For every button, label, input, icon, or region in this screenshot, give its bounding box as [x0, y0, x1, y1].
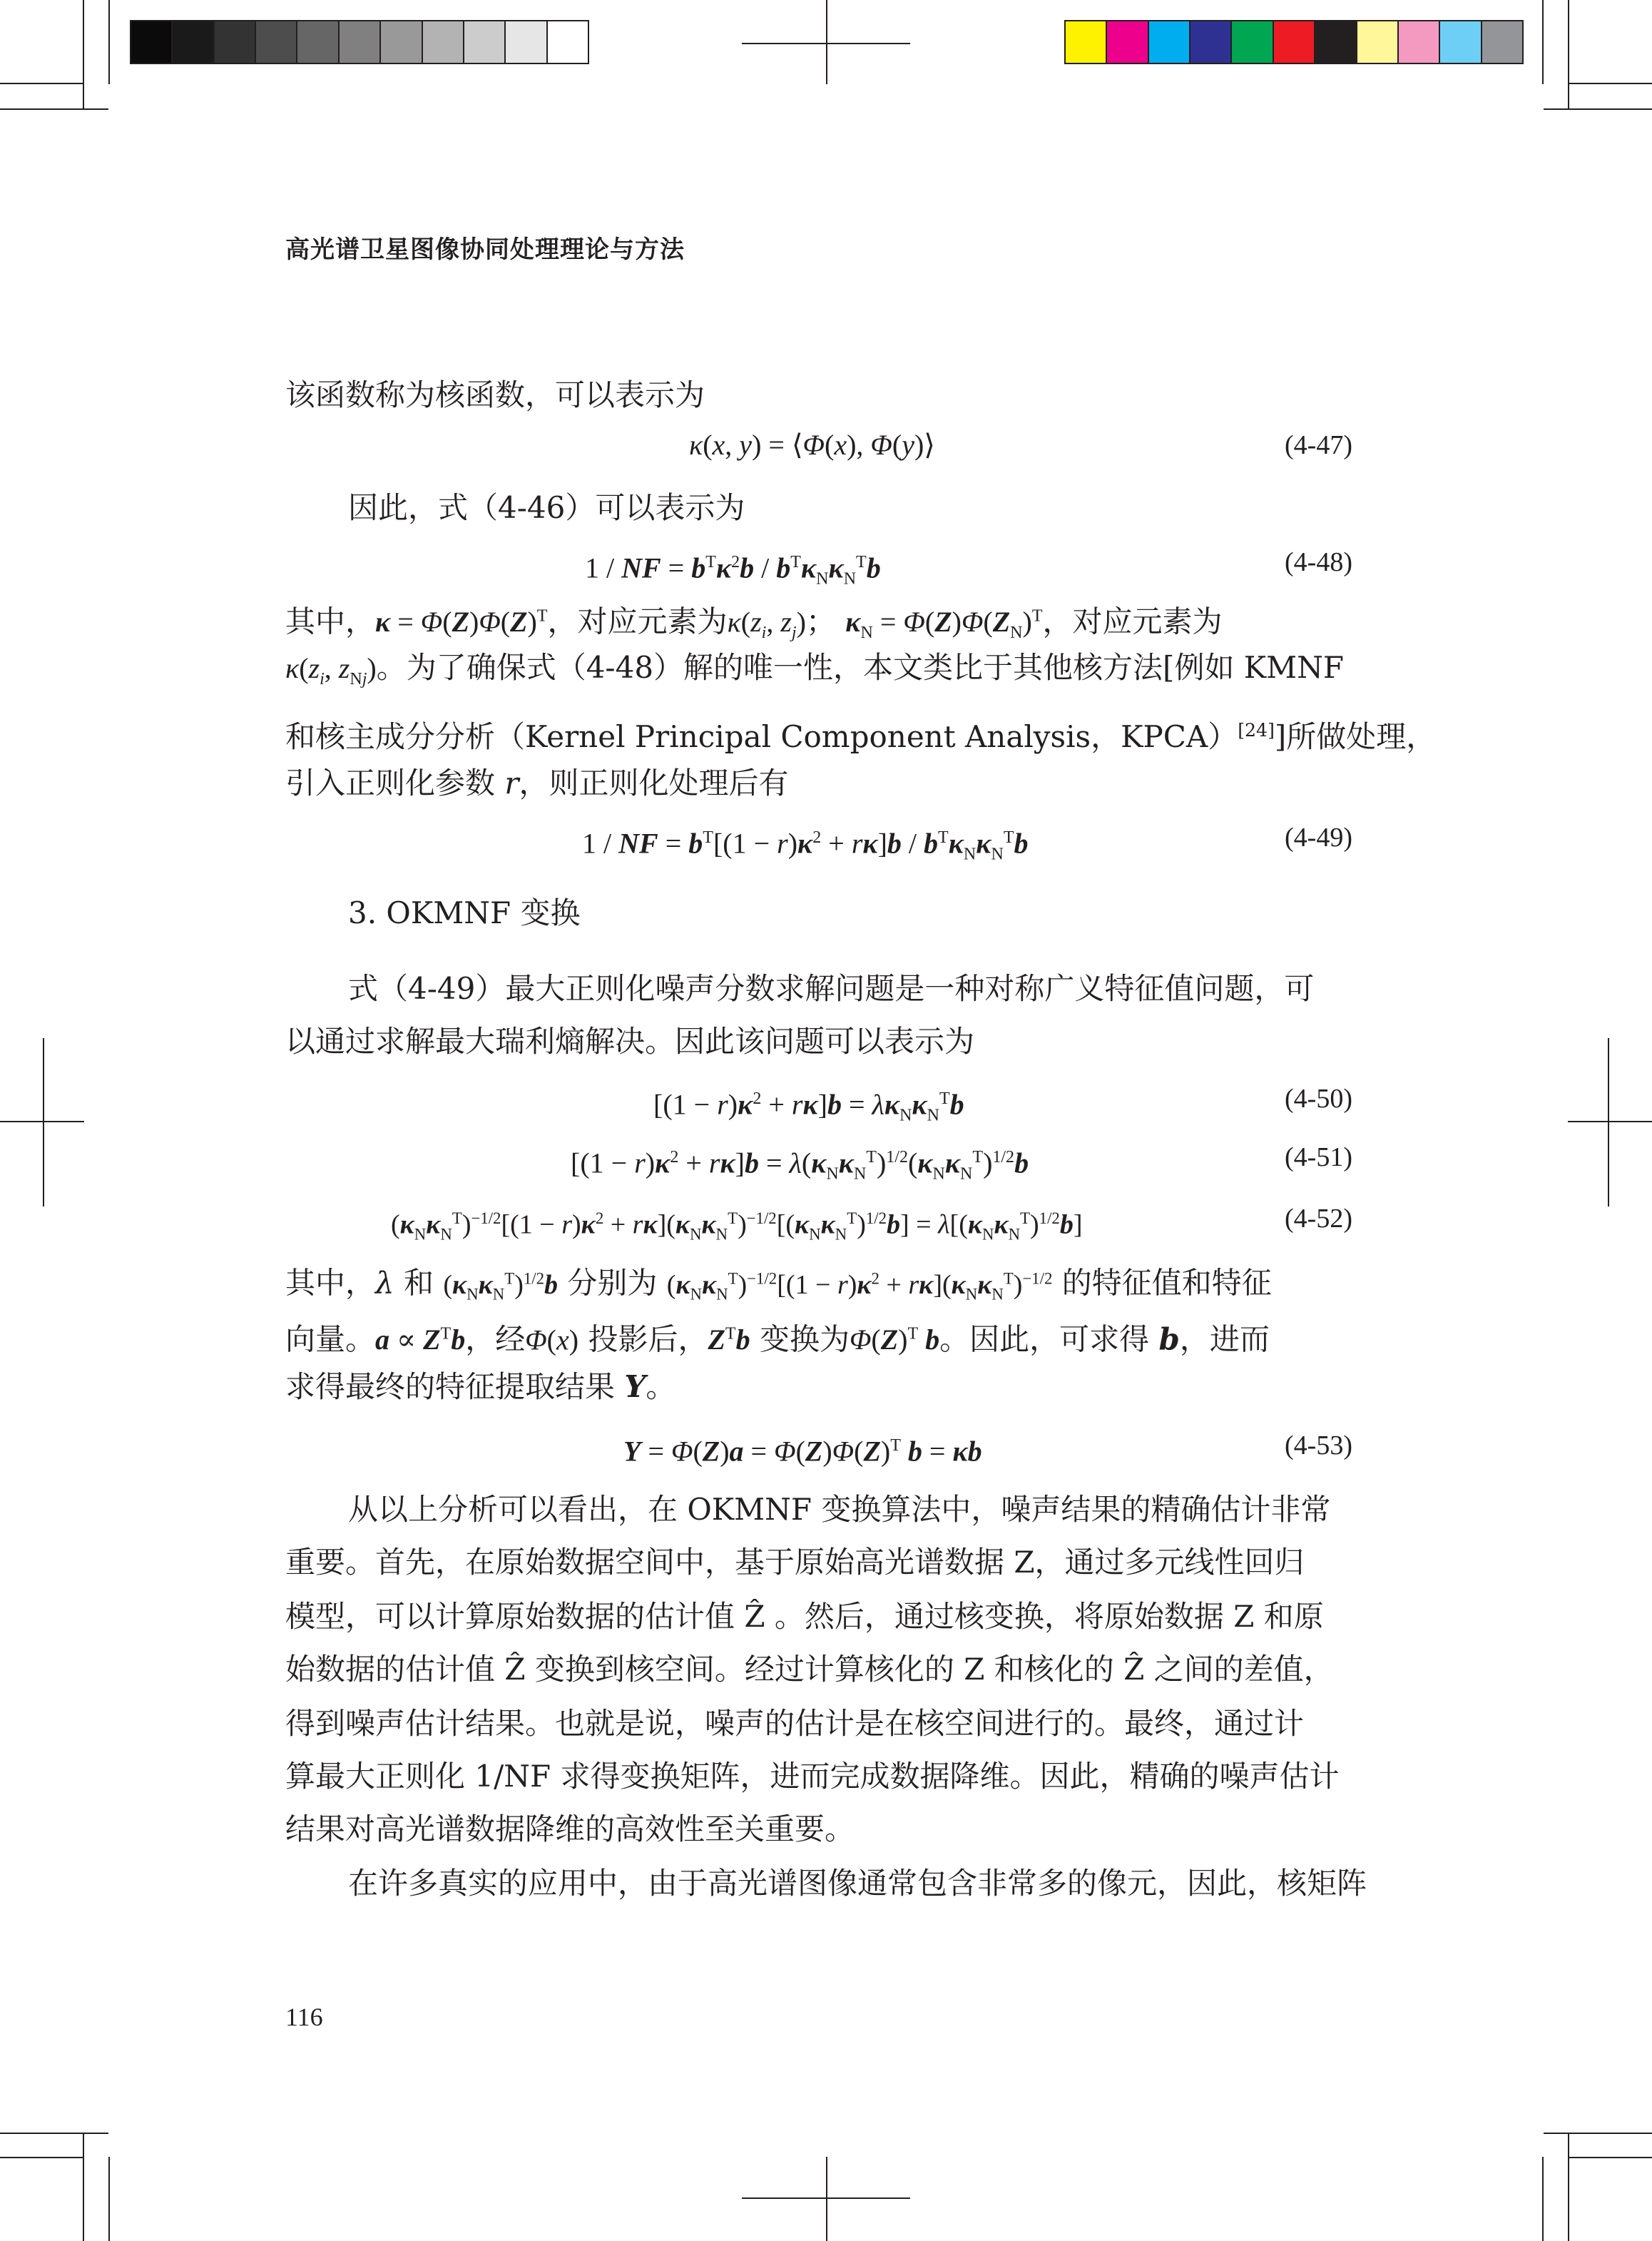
equation-number: (4-53)	[1285, 1431, 1352, 1460]
color-swatch	[1230, 21, 1272, 63]
crop-mark-top-center-v	[826, 0, 827, 84]
crop-mark-tr-h2	[1544, 108, 1652, 110]
crop-mark-bl-h2	[0, 2133, 108, 2134]
color-swatch	[1148, 21, 1189, 63]
equation-4-48: 1 / NF = $b^T\kappa^2b / b^T\kappa_N\kappa_N^Tb$	[585, 552, 881, 589]
equation-number: (4-48)	[1285, 547, 1352, 577]
gray-swatch	[296, 21, 337, 63]
text-fragment: 引入正则化参数	[285, 766, 505, 801]
equation-4-53: $Y = \Phi(Z)a = \Phi(Z)\Phi(Z)^T$ b = κb	[623, 1435, 982, 1468]
text-fragment: 求得最终的特征提取结果	[285, 1369, 616, 1404]
text-fragment: 变换为	[759, 1321, 850, 1357]
text-fragment: 。因此，可求得	[939, 1321, 1150, 1357]
text-line: 重要。首先，在原始数据空间中，基于原始高光谱数据 Z，通过多元线性回归	[285, 1545, 1305, 1580]
crop-mark-br-h2	[1544, 2133, 1652, 2134]
text-fragment: 。为了确保式（4-48）解的唯一性，本文类比于其他核方法[例如 KMNF	[376, 650, 1345, 685]
crop-mark-right-mid-h	[1568, 1121, 1652, 1122]
crop-mark-bottom-center-h	[742, 2197, 910, 2199]
crop-mark-tr-h	[1568, 83, 1652, 84]
color-swatch	[1189, 21, 1230, 63]
text-fragment: ，则正则化处理后有	[519, 766, 789, 801]
crop-mark-br-h	[1568, 2157, 1652, 2158]
text-line: 其中，$\kappa = \Phi(Z)\Phi(Z)^T$，对应元素为$\kappa(z_i$, $z_j$)； $\kappa_N = \Phi(Z)\Phi(Z_N)^T$，对应元素为	[285, 604, 1223, 643]
equation-4-49: 1 / NF = $b^T[(1 - r)\kappa^2 + r\kappa]b / b^T\kappa_N\kappa_N^Tb$	[582, 827, 1029, 864]
text-line: 从以上分析可以看出，在 OKMNF 变换算法中，噪声结果的精确估计非常	[348, 1492, 1331, 1527]
text-line: 其中，λ 和 $(\kappa_N\kappa_N^T)^{1/2}b$ 分别为 $(\kappa_N\kappa_N^T)^{-1/2}[(1 - r)\kappa^2 + r\kappa](\kappa_N\kappa_N^T)^{-1/2}$ 的特征值和特征	[285, 1265, 1272, 1304]
gray-swatch	[171, 21, 213, 63]
color-swatch	[1066, 21, 1106, 63]
equation-4-50: $[(1 - r)\kappa^2 + r\kappa]b = \lambda\kappa_N\kappa_N^Tb$	[653, 1088, 964, 1125]
crop-mark-tl-h2	[0, 108, 108, 110]
text-fragment: ]所做处理，	[1274, 719, 1437, 754]
text-fragment: 和核主成分分析（Kernel Principal Component Analysis，KPCA）	[285, 719, 1238, 754]
text-fragment: 的特征值和特征	[1061, 1265, 1272, 1301]
gray-swatch	[338, 21, 379, 63]
gray-swatch	[422, 21, 463, 63]
text-line: 该函数称为核函数，可以表示为	[285, 377, 705, 412]
text-line: 在许多真实的应用中，由于高光谱图像通常包含非常多的像元，因此，核矩阵	[348, 1866, 1367, 1901]
citation-ref: [24]	[1238, 720, 1275, 741]
gray-swatch	[463, 21, 504, 63]
gray-swatch	[131, 21, 171, 63]
text-fragment: 其中，	[285, 1265, 376, 1301]
page-number: 116	[285, 2003, 323, 2031]
equation-number: (4-52)	[1285, 1204, 1352, 1234]
text-line: 式（4-49）最大正则化噪声分数求解问题是一种对称广义特征值问题，可	[348, 971, 1315, 1006]
crop-mark-top-center-h	[742, 43, 910, 44]
crop-mark-br-v	[1542, 2157, 1544, 2241]
gray-swatch	[546, 21, 588, 63]
text-line: 向量。$a \propto Z^Tb$，经Φ(x) 投影后，$Z^Tb$ 变换为$\Phi(Z)^T$ b。因此，可求得 b，进而	[285, 1321, 1270, 1357]
color-swatch	[1273, 21, 1314, 63]
crop-mark-bottom-center-v	[826, 2157, 827, 2241]
color-swatch	[1397, 21, 1439, 63]
text-line: 模型，可以计算原始数据的估计值 Ẑ 。然后，通过核变换，将原始数据 Z 和原	[285, 1599, 1324, 1634]
text-line: $\kappa(z_i$, $z_{Nj}$)。为了确保式（4-48）解的唯一性，本文类比于其他核方法[例如 KMNF	[285, 650, 1345, 688]
running-header: 高光谱卫星图像协同处理理论与方法	[285, 235, 685, 264]
section-heading: 3. OKMNF 变换	[348, 895, 581, 930]
color-swatch	[1314, 21, 1355, 63]
text-fragment: 其中，	[285, 604, 376, 639]
text-fragment: ，对应元素为	[547, 604, 728, 639]
text-line	[285, 713, 1437, 754]
text-line: 算最大正则化 1/NF 求得变换矩阵，进而完成数据降维。因此，精确的噪声估计	[285, 1759, 1340, 1794]
equation-4-52: $(\kappa_N\kappa_N^T)^{-1/2}[(1 - r)\kappa^2 + r\kappa](\kappa_N\kappa_N^T)^{-1/2}[(\kappa_N\kappa_N^T)^{1/2}b] = \lambda[(\kappa_N\kappa_N^T)^{1/2}b]$	[391, 1209, 1083, 1244]
crop-mark-bl-v	[108, 2157, 110, 2241]
text-line	[285, 766, 1352, 801]
text-line: 求得最终的特征提取结果 Y。	[285, 1369, 676, 1404]
process-color-bar	[1064, 20, 1524, 64]
crop-mark-tl-v2	[83, 0, 84, 108]
crop-mark-left-mid-v	[43, 1038, 44, 1206]
crop-mark-right-mid-v	[1608, 1038, 1609, 1206]
color-swatch	[1106, 21, 1147, 63]
text-fragment: ，进而	[1179, 1321, 1270, 1357]
equation-4-51: $[(1 - r)\kappa^2 + r\kappa]b = \lambda(\kappa_N\kappa_N^T)^{1/2}(\kappa_N\kappa_N^T)^{1/2}b$	[571, 1147, 1029, 1184]
crop-mark-br-v2	[1568, 2133, 1569, 2241]
text-line: 以通过求解最大瑞利熵解决。因此该问题可以表示为	[285, 1024, 975, 1059]
crop-mark-bl-v2	[83, 2133, 84, 2241]
equation-number: (4-47)	[1285, 430, 1352, 460]
math-symbol: r	[504, 766, 519, 801]
crop-mark-tr-v2	[1568, 0, 1569, 108]
color-swatch	[1356, 21, 1397, 63]
text-line: 结果对高光谱数据降维的高效性至关重要。	[285, 1811, 855, 1846]
text-fragment: 。	[646, 1369, 676, 1404]
text-fragment: 分别为	[567, 1265, 658, 1301]
text-fragment: 和	[404, 1265, 434, 1301]
text-fragment: ，经	[465, 1321, 526, 1357]
crop-mark-tl-h	[0, 83, 84, 84]
equation-number: (4-50)	[1285, 1084, 1352, 1114]
gray-color-bar	[130, 20, 589, 64]
equation-4-47: κ(x, y) = ⟨Φ(x), Φ(y)⟩	[689, 429, 935, 461]
equation-number: (4-49)	[1285, 823, 1352, 853]
crop-mark-tr-v	[1542, 0, 1544, 84]
text-fragment: 投影后，	[588, 1321, 708, 1357]
color-swatch	[1481, 21, 1522, 63]
color-swatch	[1439, 21, 1480, 63]
equation-number: (4-51)	[1285, 1142, 1352, 1172]
text-fragment: 向量。	[285, 1321, 376, 1357]
gray-swatch	[504, 21, 546, 63]
text-fragment: ，对应元素为	[1042, 604, 1223, 639]
gray-swatch	[379, 21, 421, 63]
crop-mark-bl-h	[0, 2157, 84, 2158]
text-line: 得到噪声估计结果。也就是说，噪声的估计是在核空间进行的。最终，通过计	[285, 1706, 1305, 1741]
text-line: 始数据的估计值 Ẑ 变换到核空间。经过计算核化的 Z 和核化的 Ẑ 之间的差值，	[285, 1652, 1334, 1687]
gray-swatch	[255, 21, 296, 63]
gray-swatch	[213, 21, 255, 63]
crop-mark-left-mid-h	[0, 1121, 84, 1122]
text-line: 因此，式（4-46）可以表示为	[348, 490, 745, 525]
crop-mark-tl-v	[108, 0, 110, 84]
text-fragment: ；	[805, 604, 836, 639]
